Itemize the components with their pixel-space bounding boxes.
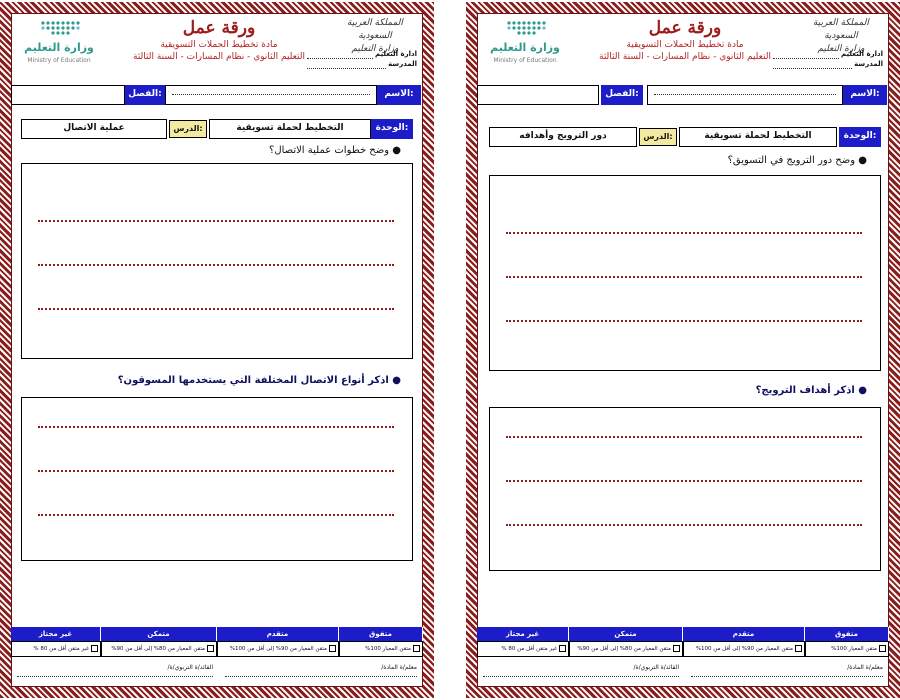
rubric-cell[interactable] (569, 641, 683, 657)
rubric-criterion: غير متقن أقل من 80 % (501, 646, 557, 652)
ministry-name-en: Ministry of Education (493, 57, 557, 64)
school-label: المدرسة (854, 60, 883, 68)
answer-line (38, 308, 394, 310)
kingdom-logo (801, 17, 881, 54)
rubric-criterion: متقن المعيار 100% (831, 646, 877, 652)
leader-signature[interactable]: القائد/ة التربوي/ة/ (17, 661, 213, 677)
rubric-cell[interactable] (477, 641, 569, 657)
ministry-logo (17, 19, 103, 71)
rubric-cell[interactable] (683, 641, 805, 657)
unit-value: التخطيط لحملة تسويقية (679, 127, 837, 147)
program-line: التعليم الثانوي - نظام المسارات - السنة الثالثة (133, 52, 305, 62)
unit-value: التخطيط لحملة تسويقية (209, 119, 371, 139)
school-row (307, 59, 417, 69)
bullet-icon: ● (854, 385, 867, 396)
rubric-criterion: متقن المعيار 100% (365, 646, 411, 652)
program-line: التعليم الثانوي - نظام المسارات - السنة الثالثة (599, 52, 771, 62)
rubric-level: متمكن (101, 627, 217, 641)
question-2 (21, 375, 401, 386)
school-row (773, 59, 883, 69)
checkbox-icon[interactable] (559, 645, 566, 652)
question-1 (487, 155, 867, 166)
rubric-criterion: غير متقن أقل من 80 % (33, 646, 89, 652)
answer-box-1[interactable] (21, 163, 413, 359)
kingdom-logo (335, 17, 415, 54)
rubric-level: متفوق (339, 627, 423, 641)
rubric-cell[interactable] (101, 641, 217, 657)
rubric-level: متقدم (683, 627, 805, 641)
answer-line (38, 514, 394, 516)
answer-line (506, 276, 862, 278)
kingdom-text: المملكة العربية السعودية (347, 18, 403, 41)
teacher-signature[interactable]: معلم/ة المادة/ (691, 661, 883, 677)
rubric-cell[interactable] (805, 641, 889, 657)
rubric-criterion: متقن المعيار من 90% إلى أقل من 100% (229, 646, 327, 652)
admin-row (773, 49, 883, 59)
question-1-text: وضح دور الترويج في التسويق؟ (727, 155, 856, 166)
rubric-level: متمكن (569, 627, 683, 641)
class-label: الفصل: (601, 85, 643, 105)
answer-box-2[interactable] (21, 397, 413, 561)
answer-line (506, 480, 862, 482)
rubric-level: غير مجتاز (477, 627, 569, 641)
rubric-criterion: متقن المعيار من 80% إلى أقل من 90% (577, 646, 671, 652)
kingdom-text: المملكة العربية السعودية (813, 18, 869, 41)
bullet-icon: ● (855, 155, 867, 166)
name-field[interactable] (647, 85, 843, 105)
rubric-level: متفوق (805, 627, 889, 641)
rubric-cell[interactable] (339, 641, 423, 657)
rubric-table (11, 627, 423, 685)
answer-line (506, 232, 862, 234)
admin-label: ادارة التعليم (840, 50, 883, 58)
unit-label: الوحدة: (371, 119, 413, 139)
checkbox-icon[interactable] (879, 645, 886, 652)
school-line[interactable] (307, 60, 386, 69)
checkbox-icon[interactable] (413, 645, 420, 652)
admin-line[interactable] (773, 50, 839, 59)
worksheet-page-right (466, 2, 900, 698)
question-2 (487, 385, 867, 396)
answer-box-1[interactable] (489, 175, 881, 371)
bullet-icon: ● (389, 145, 401, 156)
name-field[interactable] (165, 85, 377, 105)
worksheet-title: ورقة عمل (182, 18, 256, 38)
leader-signature[interactable]: القائد/ة التربوي/ة/ (483, 661, 679, 677)
header-titles (111, 17, 327, 63)
ministry-logo (483, 19, 569, 71)
teacher-signature[interactable]: معلم/ة المادة/ (225, 661, 417, 677)
answer-line (38, 426, 394, 428)
answer-line (38, 220, 394, 222)
question-2-text: اذكر أهداف الترويج؟ (755, 385, 855, 396)
checkbox-icon[interactable] (207, 645, 214, 652)
class-field[interactable] (11, 85, 125, 105)
worksheet-page-left (0, 2, 434, 698)
class-label: الفصل: (125, 85, 165, 105)
name-bar (477, 83, 889, 107)
lesson-label: الدرس: (169, 120, 207, 138)
subject-line: مادة تخطيط الحملات التسويقية (160, 40, 278, 50)
lesson-value: دور الترويج وأهدافه (489, 127, 637, 147)
ministry-calligraphy: وزارة التعليم (351, 44, 399, 54)
checkbox-icon[interactable] (329, 645, 336, 652)
answer-line (506, 436, 862, 438)
ministry-name: وزارة التعليم (490, 41, 560, 54)
lesson-value: عملية الاتصال (21, 119, 167, 139)
answer-line (506, 524, 862, 526)
subject-line: مادة تخطيط الحملات التسويقية (626, 40, 744, 50)
school-label: المدرسة (388, 60, 417, 68)
name-bar (11, 83, 423, 107)
rubric-level: متقدم (217, 627, 339, 641)
answer-line (38, 264, 394, 266)
unit-label: الوحدة: (839, 127, 881, 147)
question-1-text: وضح خطوات عملية الاتصال؟ (269, 145, 390, 156)
worksheet-title: ورقة عمل (648, 18, 722, 38)
rubric-cell[interactable] (11, 641, 101, 657)
admin-line[interactable] (307, 50, 373, 59)
name-line (172, 94, 370, 95)
ministry-dots-icon (39, 19, 83, 37)
answer-box-2[interactable] (489, 407, 881, 571)
question-2-text: اذكر أنواع الاتصال المختلفة التي يستخدمها المسوقون؟ (117, 375, 389, 386)
answer-line (38, 470, 394, 472)
ministry-name-en: Ministry of Education (27, 57, 91, 64)
admin-label: ادارة التعليم (374, 50, 417, 58)
bullet-icon: ● (388, 375, 401, 386)
admin-row (307, 49, 417, 59)
rubric-cell[interactable] (217, 641, 339, 657)
checkbox-icon[interactable] (673, 645, 680, 652)
answer-line (506, 320, 862, 322)
admin-fields (773, 49, 883, 69)
ministry-dots-icon (505, 19, 549, 37)
rubric-table (477, 627, 889, 685)
checkbox-icon[interactable] (795, 645, 802, 652)
class-field[interactable] (477, 85, 599, 105)
rubric-criterion: متقن المعيار من 90% إلى أقل من 100% (695, 646, 793, 652)
checkbox-icon[interactable] (91, 645, 98, 652)
lesson-label: الدرس: (639, 128, 677, 146)
rubric-criterion: متقن المعيار من 80% إلى أقل من 90% (111, 646, 205, 652)
admin-fields (307, 49, 417, 69)
ministry-name: وزارة التعليم (24, 41, 94, 54)
header-titles (577, 17, 793, 63)
question-1 (21, 145, 401, 156)
rubric-level: غير مجتاز (11, 627, 101, 641)
school-line[interactable] (773, 60, 852, 69)
ministry-calligraphy: وزارة التعليم (817, 44, 865, 54)
name-label: الاسم: (377, 85, 421, 105)
name-line (654, 94, 836, 95)
name-label: الاسم: (843, 85, 887, 105)
